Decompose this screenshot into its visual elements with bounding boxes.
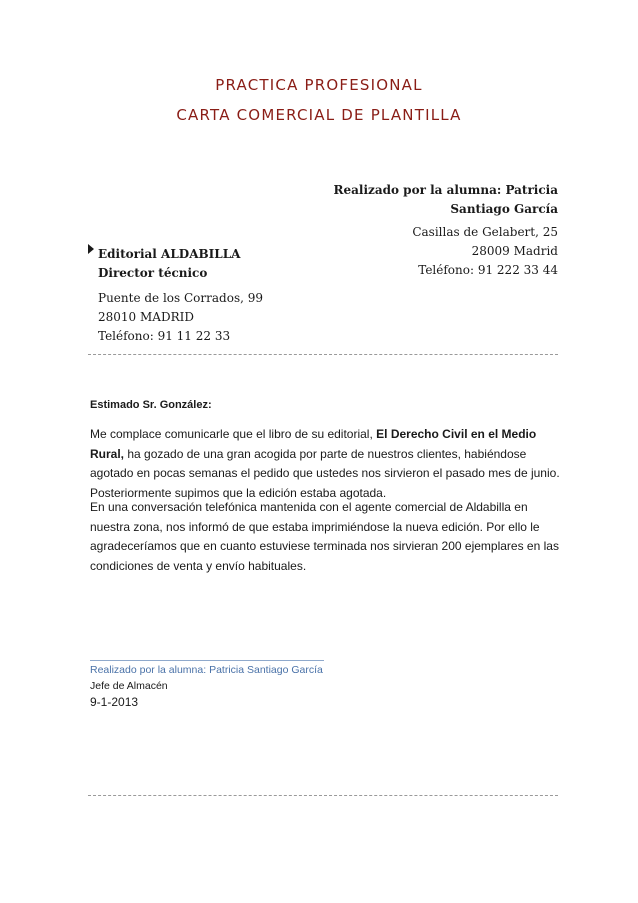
- document-subtitle: CARTA COMERCIAL DE PLANTILLA: [176, 106, 462, 124]
- sender-author-line2: Santiago García: [450, 202, 558, 216]
- document-title: PRACTICA PROFESIONAL: [215, 76, 423, 94]
- paragraph-1-start: Me complace comunicarle que el libro de su editorial,: [90, 427, 377, 441]
- letter-paragraph-2: En una conversación telefónica mantenida con el agente comercial de Aldabilla en nuestra zona, nos informó de que estaba imprimiéndose la nueva edición. Por ello le agradeceríamos que en cuanto estuviese terminada nos sirvieran 200 ejemplares en las condiciones de venta y envío habituales.: [90, 500, 559, 573]
- recipient-role: Director técnico: [98, 266, 208, 280]
- signature-author: Realizado por la alumna: Patricia Santiago García: [90, 664, 323, 676]
- sender-address: Casillas de Gelabert, 25: [412, 225, 558, 239]
- sender-phone: Teléfono: 91 222 33 44: [418, 263, 558, 277]
- recipient-city: 28010 MADRID: [98, 310, 194, 324]
- signature-line: [90, 660, 324, 661]
- letter-paragraph-1: [90, 425, 560, 503]
- signature-role: Jefe de Almacén: [90, 680, 168, 692]
- letter-greeting: Estimado Sr. González:: [90, 399, 212, 411]
- recipient-header: [98, 245, 240, 283]
- book-title: El Derecho Civil en el Medio Rural,: [90, 427, 537, 461]
- sender-author: [334, 181, 558, 219]
- divider-bottom: [88, 795, 558, 796]
- divider-top: [88, 354, 558, 355]
- recipient-phone: Teléfono: 91 11 22 33: [98, 329, 231, 343]
- recipient-address: Puente de los Corrados, 99: [98, 291, 263, 305]
- signature-date: 9-1-2013: [90, 695, 139, 709]
- recipient-address-block: [98, 289, 263, 346]
- sender-author-line1: Realizado por la alumna: Patricia: [333, 183, 558, 197]
- recipient-company: Editorial ALDABILLA: [98, 247, 241, 261]
- sender-address-block: [412, 223, 558, 280]
- bullet-arrow-icon: [88, 244, 94, 254]
- sender-city: 28009 Madrid: [471, 244, 558, 258]
- paragraph-1-end: ha gozado de una gran acogida por parte de nuestros clientes, habiéndose agotado en pocas semanas el pedido que ustedes nos sirvieron el pasado mes de junio. Posteriormente supimos que la edición estaba agotada.: [90, 446, 560, 500]
